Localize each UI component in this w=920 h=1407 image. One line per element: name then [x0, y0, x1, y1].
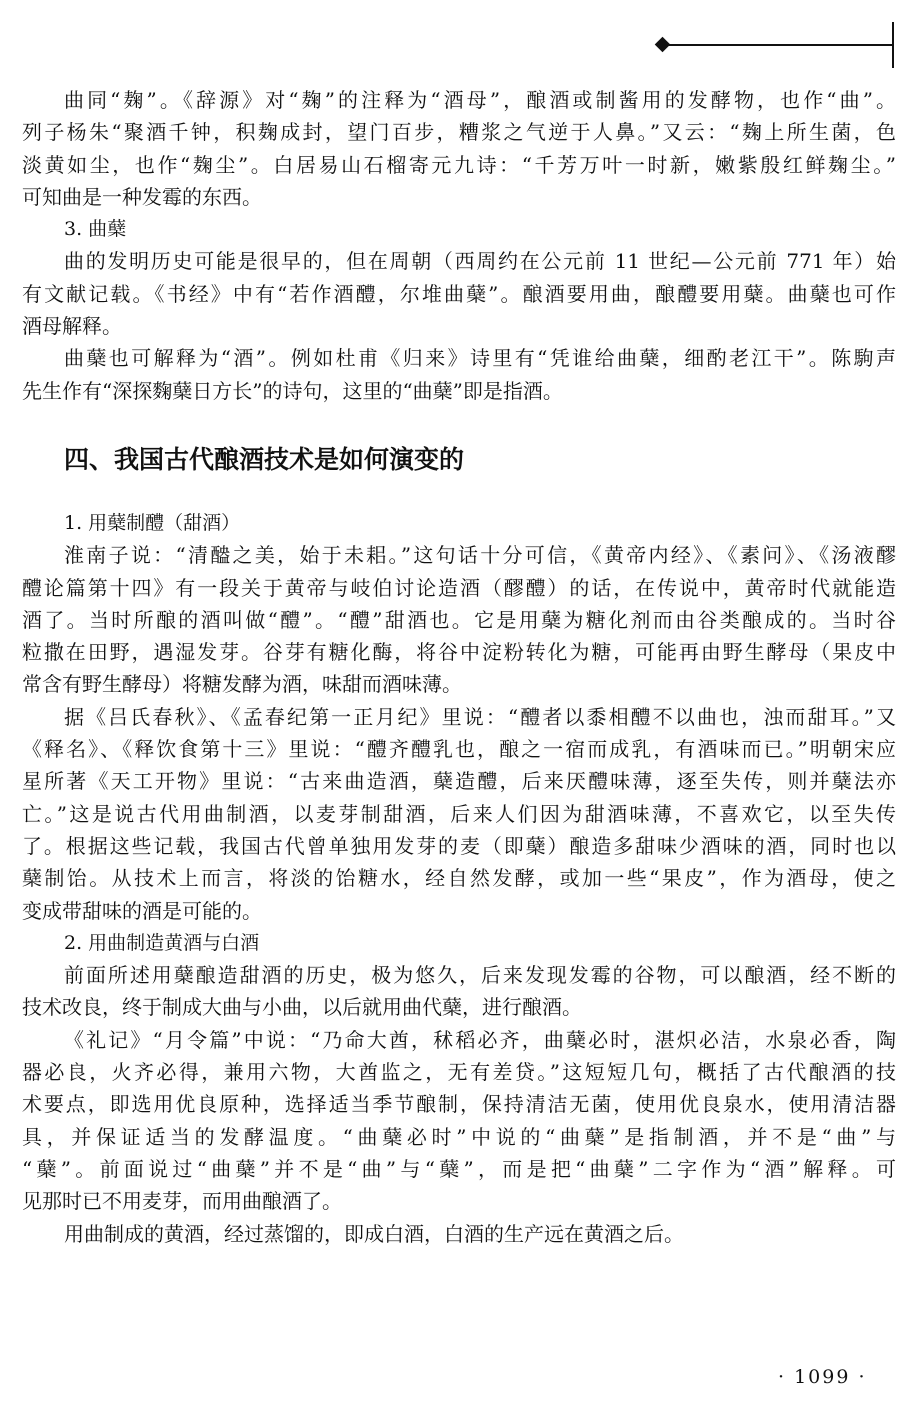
- paragraph-line: 可知曲是一种发霉的东西。: [22, 184, 262, 209]
- page-number: · 1099 ·: [778, 1366, 867, 1388]
- paragraph-line: 《释名》、《释饮食第十三》里说：“醴齐醴乳也，酿之一宿而成乳，有酒味而已。”明朝宋应: [22, 737, 896, 762]
- paragraph-line: 有文献记载。《书经》中有“若作酒醴，尔堆曲蘖”。酿酒要用曲，酿醴要用蘖。曲蘖也可作: [22, 281, 896, 306]
- paragraph-line: 器必良，火齐必得，兼用六物，大酋监之，无有差贷。”这短短几句，概括了古代酿酒的技: [22, 1060, 896, 1085]
- paragraph-line: 淡黄如尘，也作“麹尘”。白居易山石榴寄元九诗：“千芳万叶一时新，嫩紫殷红鲜麹尘。”: [22, 152, 896, 177]
- header-rule-end-bar: [892, 22, 894, 68]
- paragraph: [22, 342, 896, 407]
- paragraph-line: 变成带甜味的酒是可能的。: [22, 898, 262, 923]
- paragraph-line: 蘖制饴。从技术上而言，将淡的饴糖水，经自然发酵，或加一些“果皮”，作为酒母，使之: [22, 866, 896, 891]
- paragraph-line: 酒母解释。: [22, 314, 122, 339]
- paragraph-line: 醴论篇第十四》有一段关于黄帝与岐伯讨论造酒（醪醴）的话，在传说中，黄帝时代就能造: [22, 575, 896, 600]
- paragraph-line: 曲同“麹”。《辞源》对“麹”的注释为“酒母”，酿酒或制酱用的发酵物，也作“曲”。: [64, 88, 896, 112]
- paragraph-line: 亡。”这是说古代用曲制酒，以麦芽制甜酒，后来人们因为甜酒味薄，不喜欢它，以至失传: [22, 801, 896, 826]
- paragraph: [22, 1024, 896, 1218]
- page-body: [22, 84, 896, 1250]
- paragraph: [22, 245, 896, 342]
- paragraph-line: 了。根据这些记载，我国古代曾单独用发芽的麦（即蘖）酿造多甜味少酒味的酒，同时也以: [22, 833, 896, 858]
- paragraph-line: 淮南子说：“清醠之美，始于未耜。”这句话十分可信，《黄帝内经》、《素问》、《汤液醪: [64, 543, 896, 568]
- paragraph-line: 技术改良，终于制成大曲与小曲，以后就用曲代蘖，进行酿酒。: [22, 995, 582, 1020]
- paragraph-line: 《礼记》“月令篇”中说：“乃命大酋，秫稻必齐，曲蘖必时，湛炽必洁，水泉必香，陶: [64, 1027, 896, 1052]
- paragraph-line: 曲的发明历史可能是很早的，但在周朝（西周约在公元前 11 世纪—公元前 771 年）始: [64, 249, 896, 274]
- paragraph: [22, 539, 896, 700]
- subsection-title: 1. 用蘖制醴（甜酒）: [64, 511, 241, 534]
- paragraph: [22, 1218, 896, 1250]
- paragraph-line: 曲蘖也可解释为“酒”。例如杜甫《归来》诗里有“凭谁给曲蘖，细酌老江干”。陈駒声: [64, 346, 896, 371]
- paragraph-line: 粒撒在田野，遇湿发芽。谷芽有糖化酶，将谷中淀粉转化为糖，可能再由野生酵母（果皮中: [22, 640, 896, 665]
- paragraph: [22, 84, 896, 213]
- section-heading: 四、我国古代酿酒技术是如何演变的: [64, 444, 465, 474]
- paragraph-line: 具，并保证适当的发酵温度。“曲蘖必时”中说的“曲蘖”是指制酒，并不是“曲”与: [22, 1124, 896, 1149]
- paragraph: [22, 959, 896, 1024]
- header-rule: [668, 44, 894, 46]
- paragraph-line: 先生作有“深探麴蘖日方长”的诗句，这里的“曲蘖”即是指酒。: [22, 378, 563, 403]
- paragraph-line: 用曲制成的黄酒，经过蒸馏的，即成白酒，白酒的生产远在黄酒之后。: [64, 1221, 684, 1246]
- paragraph-line: 前面所述用蘖酿造甜酒的历史，极为悠久，后来发现发霉的谷物，可以酿酒，经不断的: [64, 963, 896, 988]
- paragraph-line: 酒了。当时所酿的酒叫做“醴”。“醴”甜酒也。它是用蘖为糖化剂而由谷类酿成的。当时谷: [22, 607, 896, 632]
- paragraph-line: “蘖”。前面说过“曲蘖”并不是“曲”与“蘖”，而是把“曲蘖”二字作为“酒”解释。可: [22, 1156, 896, 1181]
- paragraph-line: 据《吕氏春秋》、《孟春纪第一正月纪》里说：“醴者以黍相醴不以曲也，浊而甜耳。”又: [64, 704, 896, 729]
- paragraph-line: 星所著《天工开物》里说：“古来曲造酒，蘖造醴，后来厌醴味薄，逐至失传，则并蘖法亦: [22, 769, 896, 794]
- subsection-title: 2. 用曲制造黄酒与白酒: [64, 931, 260, 954]
- paragraph-line: 常含有野生酵母）将糖发酵为酒，味甜而酒味薄。: [22, 672, 462, 697]
- paragraph-line: 见那时已不用麦芽，而用曲酿酒了。: [22, 1189, 342, 1214]
- paragraph-line: 术要点，即选用优良原种，选择适当季节酿制，保持清洁无菌，使用优良泉水，使用清洁器: [22, 1092, 896, 1117]
- paragraph-line: 列子杨朱“聚酒千钟，积麹成封，望门百步，糟浆之气逆于人鼻。”又云：“麹上所生菌，色: [22, 120, 896, 145]
- subsection-title: 3. 曲蘖: [64, 218, 127, 241]
- paragraph: [22, 701, 896, 927]
